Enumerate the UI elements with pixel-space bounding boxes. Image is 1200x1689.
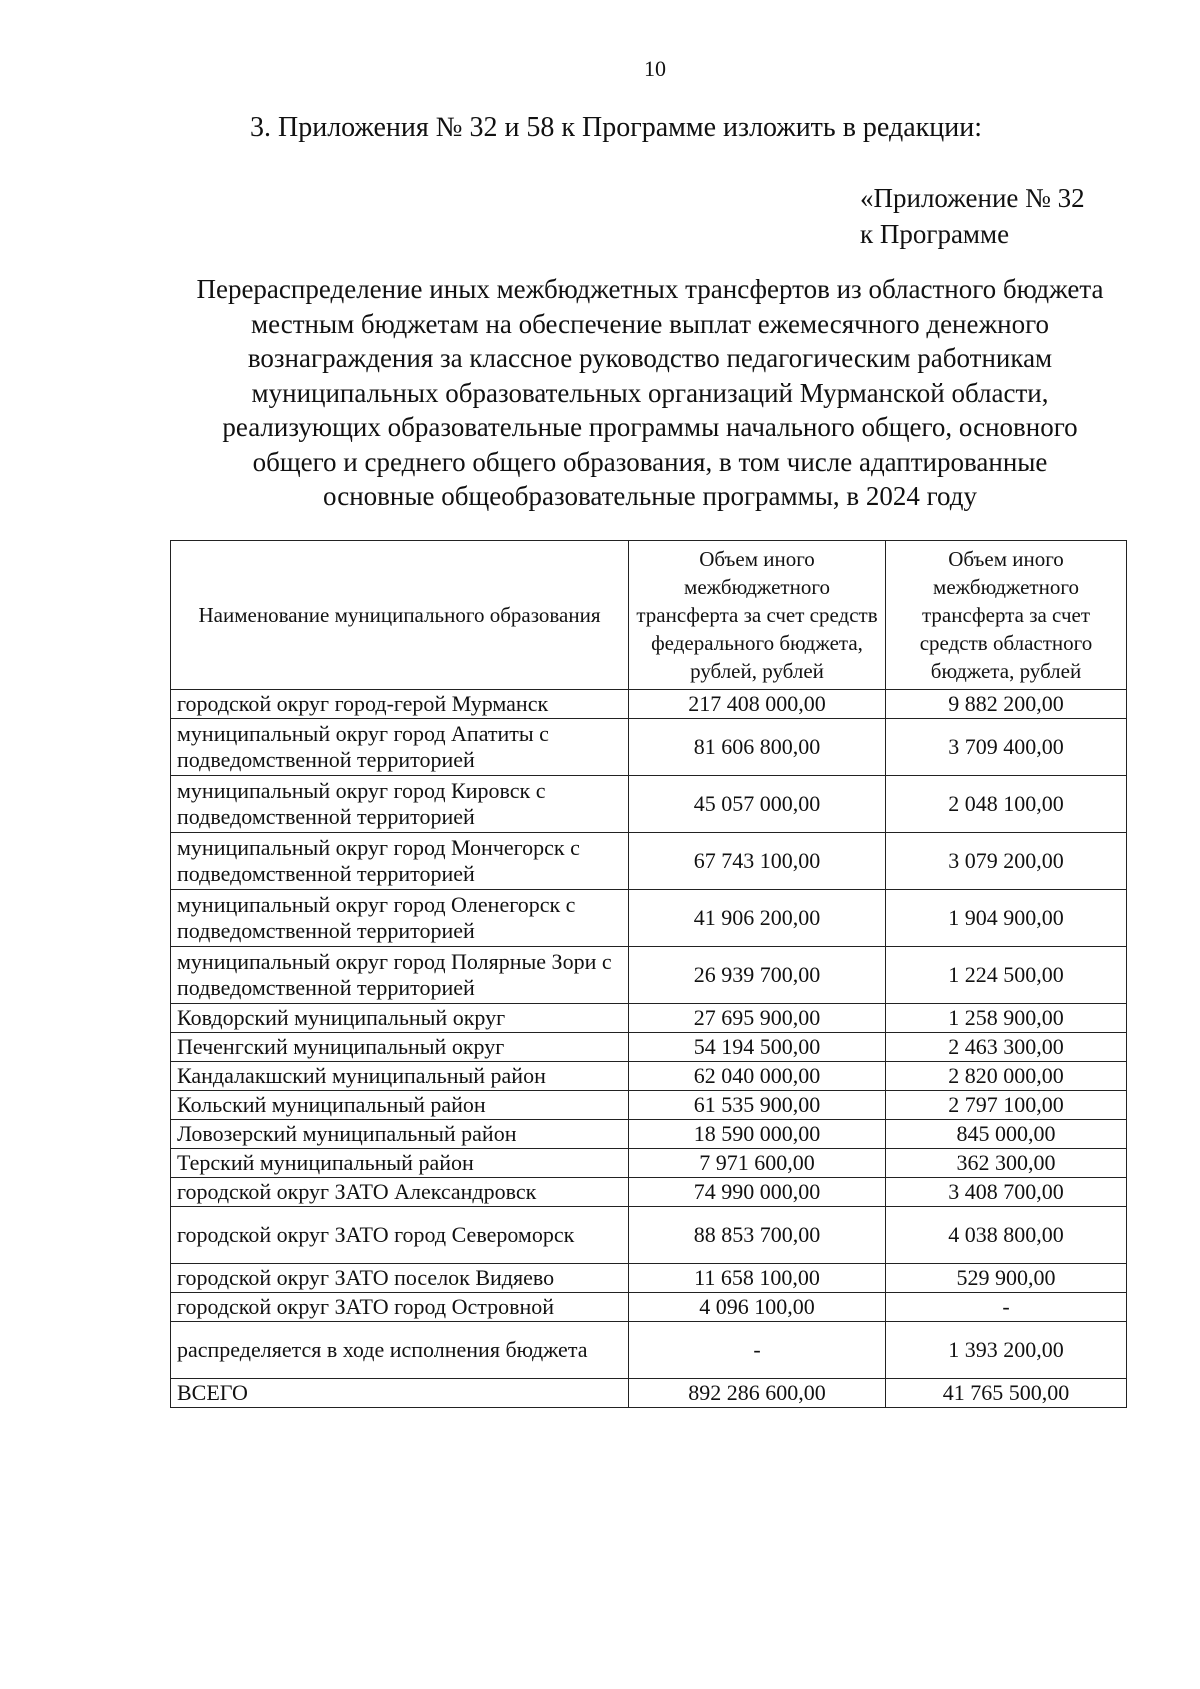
header-federal-amount: Объем иного межбюджетного трансферта за счет средств федерального бюджета, рублей, рублей (629, 541, 886, 690)
table-row (171, 1322, 1127, 1379)
municipality-name: муниципальный округ город Мончегорск с подведомственной территорией (171, 833, 629, 890)
federal-amount: 67 743 100,00 (629, 833, 886, 890)
page-number: 10 (644, 56, 666, 81)
budget-table (170, 540, 1127, 1408)
table-row (171, 1178, 1127, 1207)
municipality-name: муниципальный округ город Кировск с подведомственной территорией (171, 776, 629, 833)
federal-amount: 217 408 000,00 (629, 690, 886, 719)
municipality-name: Кандалакшский муниципальный район (171, 1062, 629, 1091)
federal-amount: 61 535 900,00 (629, 1091, 886, 1120)
federal-amount: 4 096 100,00 (629, 1293, 886, 1322)
table-row (171, 947, 1127, 1004)
federal-amount: 18 590 000,00 (629, 1120, 886, 1149)
total-regional-amount: 41 765 500,00 (886, 1379, 1127, 1408)
federal-amount: 54 194 500,00 (629, 1033, 886, 1062)
federal-amount: 7 971 600,00 (629, 1149, 886, 1178)
federal-amount: - (629, 1322, 886, 1379)
federal-amount: 45 057 000,00 (629, 776, 886, 833)
regional-amount: 845 000,00 (886, 1120, 1127, 1149)
municipality-name: Печенгский муниципальный округ (171, 1033, 629, 1062)
table-row (171, 1004, 1127, 1033)
municipality-name: Кольский муниципальный район (171, 1091, 629, 1120)
title-line: вознаграждения за классное руководство педагогическим работникам (247, 343, 1053, 373)
regional-amount: 2 797 100,00 (886, 1091, 1127, 1120)
federal-amount: 26 939 700,00 (629, 947, 886, 1004)
federal-amount: 27 695 900,00 (629, 1004, 886, 1033)
regional-amount: 3 079 200,00 (886, 833, 1127, 890)
table-total-row (171, 1379, 1127, 1408)
table-row (171, 776, 1127, 833)
municipality-name: муниципальный округ город Апатиты с подведомственной территорией (171, 719, 629, 776)
federal-amount: 74 990 000,00 (629, 1178, 886, 1207)
appendix-line-2: к Программе (860, 219, 1010, 249)
title-line: местным бюджетам на обеспечение выплат ежемесячного денежного (250, 308, 1050, 339)
table-row (171, 1120, 1127, 1149)
title-line: Перераспределение иных межбюджетных трансфертов из областного бюджета (196, 274, 1104, 304)
table-row (171, 1062, 1127, 1091)
title-line: общего и среднего общего образования, в том числе адаптированные (252, 446, 1048, 477)
municipality-name: муниципальный округ город Полярные Зори с подведомственной территорией (171, 947, 629, 1004)
table-row (171, 833, 1127, 890)
total-label: ВСЕГО (171, 1379, 629, 1408)
regional-amount: 1 224 500,00 (886, 947, 1127, 1004)
header-municipality: Наименование муниципального образования (171, 541, 629, 690)
total-federal-amount: 892 286 600,00 (629, 1379, 886, 1408)
table-row (171, 719, 1127, 776)
regional-amount: 4 038 800,00 (886, 1207, 1127, 1264)
regional-amount: 1 393 200,00 (886, 1322, 1127, 1379)
municipality-name: Ковдорский муниципальный округ (171, 1004, 629, 1033)
table-row (171, 1033, 1127, 1062)
regional-amount: 2 820 000,00 (886, 1062, 1127, 1091)
regional-amount: 3 709 400,00 (886, 719, 1127, 776)
regional-amount: 1 258 900,00 (886, 1004, 1127, 1033)
federal-amount: 88 853 700,00 (629, 1207, 886, 1264)
table-row (171, 690, 1127, 719)
table-row (171, 1207, 1127, 1264)
municipality-name: Ловозерский муниципальный район (171, 1120, 629, 1149)
title-line: основные общеобразовательные программы, в 2024 году (323, 481, 977, 511)
regional-amount: - (886, 1293, 1127, 1322)
municipality-name: распределяется в ходе исполнения бюджета (171, 1322, 629, 1379)
municipality-name: городской округ ЗАТО поселок Видяево (171, 1264, 629, 1293)
municipality-name: муниципальный округ город Оленегорск с подведомственной территорией (171, 890, 629, 947)
table-row (171, 1149, 1127, 1178)
regional-amount: 1 904 900,00 (886, 890, 1127, 947)
table-row (171, 1091, 1127, 1120)
municipality-name: городской округ ЗАТО Александровск (171, 1178, 629, 1207)
municipality-name: Терский муниципальный район (171, 1149, 629, 1178)
regional-amount: 9 882 200,00 (886, 690, 1127, 719)
federal-amount: 81 606 800,00 (629, 719, 886, 776)
regional-amount: 2 463 300,00 (886, 1033, 1127, 1062)
table-header-row (171, 541, 1127, 690)
header-regional-amount: Объем иного межбюджетного трансферта за счет средств областного бюджета, рублей (886, 541, 1127, 690)
municipality-name: городской округ город-герой Мурманск (171, 690, 629, 719)
municipality-name: городской округ ЗАТО город Североморск (171, 1207, 629, 1264)
regional-amount: 3 408 700,00 (886, 1178, 1127, 1207)
title-line: муниципальных образовательных организаций Мурманской области, (251, 377, 1049, 408)
table-row (171, 890, 1127, 947)
amendment-intro: 3. Приложения № 32 и 58 к Программе изложить в редакции: (250, 112, 982, 143)
federal-amount: 11 658 100,00 (629, 1264, 886, 1293)
table-row (171, 1293, 1127, 1322)
appendix-line-1: «Приложение № 32 (860, 183, 1085, 213)
regional-amount: 362 300,00 (886, 1149, 1127, 1178)
municipality-name: городской округ ЗАТО город Островной (171, 1293, 629, 1322)
appendix-label (860, 180, 1085, 252)
title-line: реализующих образовательные программы начального общего, основного (222, 412, 1078, 442)
federal-amount: 62 040 000,00 (629, 1062, 886, 1091)
regional-amount: 2 048 100,00 (886, 776, 1127, 833)
document-title (160, 272, 1140, 514)
regional-amount: 529 900,00 (886, 1264, 1127, 1293)
table-row (171, 1264, 1127, 1293)
federal-amount: 41 906 200,00 (629, 890, 886, 947)
